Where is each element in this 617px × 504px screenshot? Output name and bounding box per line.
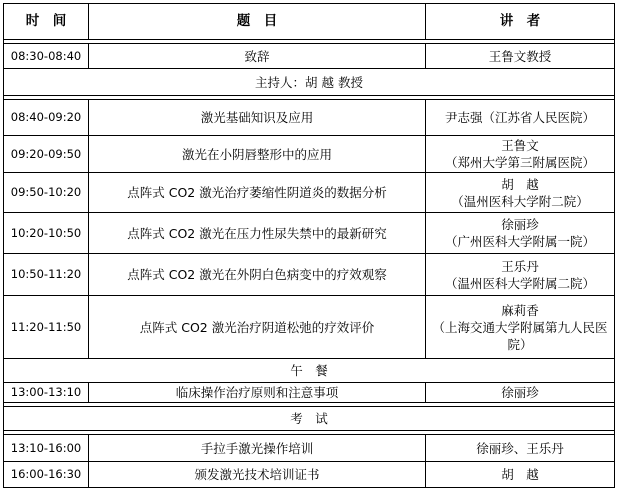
session-topic: 颁发激光技术培训证书 — [89, 462, 426, 488]
session-time: 09:20-09:50 — [4, 136, 89, 173]
header-row — [4, 4, 615, 40]
table-row — [4, 435, 615, 462]
header-time: 时 间 — [4, 4, 89, 40]
chair-banner: 主持人：胡 越 教授 — [4, 69, 615, 96]
speaker-affiliation: （温州医科大学附二院） — [451, 193, 589, 209]
session-topic: 致辞 — [89, 44, 426, 69]
table-row — [4, 296, 615, 359]
session-time: 08:30-08:40 — [4, 44, 89, 69]
session-topic: 点阵式 CO2 激光在压力性尿失禁中的最新研究 — [89, 213, 426, 254]
session-speaker — [426, 173, 615, 213]
session-speaker: 徐丽珍 — [426, 383, 615, 403]
speaker-name: 胡 越 — [501, 176, 539, 192]
chair-banner-row — [4, 69, 615, 96]
table-row — [4, 136, 615, 173]
session-time: 08:40-09:20 — [4, 100, 89, 136]
session-topic: 激光基础知识及应用 — [89, 100, 426, 136]
header-speaker: 讲 者 — [426, 4, 615, 40]
session-time: 10:50-11:20 — [4, 254, 89, 296]
speaker-name: 王乐丹 — [501, 258, 539, 274]
table-row — [4, 462, 615, 488]
speaker-name: 王鲁文 — [501, 138, 539, 153]
session-topic: 激光在小阴唇整形中的应用 — [89, 136, 426, 173]
session-time: 09:50-10:20 — [4, 173, 89, 213]
session-speaker — [426, 136, 615, 173]
session-speaker: 徐丽珍、王乐丹 — [426, 435, 615, 462]
session-speaker: 王鲁文教授 — [426, 44, 615, 69]
lunch-banner-row — [4, 359, 615, 383]
speaker-name: 麻莉香 — [501, 302, 539, 318]
session-speaker: 尹志强（江苏省人民医院） — [426, 100, 615, 136]
speaker-affiliation: （广州医科大学附属一院） — [444, 234, 595, 249]
session-time: 10:20-10:50 — [4, 213, 89, 254]
session-speaker: 胡 越 — [426, 462, 615, 488]
session-speaker — [426, 213, 615, 254]
table-row — [4, 173, 615, 213]
speaker-name: 徐丽珍 — [501, 217, 539, 232]
table-row — [4, 213, 615, 254]
speaker-affiliation: （郑州大学第三附属医院） — [444, 155, 595, 170]
speaker-affiliation: （上海交通大学附属第九人民医院） — [432, 319, 608, 352]
session-topic: 临床操作治疗原则和注意事项 — [89, 383, 426, 403]
session-time: 13:10-16:00 — [4, 435, 89, 462]
speaker-affiliation: （温州医科大学附属二院） — [444, 275, 595, 291]
exam-banner-row — [4, 407, 615, 431]
lunch-banner: 午 餐 — [4, 359, 615, 383]
session-time: 11:20-11:50 — [4, 296, 89, 359]
session-speaker — [426, 254, 615, 296]
session-topic: 点阵式 CO2 激光治疗萎缩性阴道炎的数据分析 — [89, 173, 426, 213]
header-topic: 题 目 — [89, 4, 426, 40]
session-topic: 手拉手激光操作培训 — [89, 435, 426, 462]
session-time: 16:00-16:30 — [4, 462, 89, 488]
schedule-table — [3, 3, 615, 488]
exam-banner: 考 试 — [4, 407, 615, 431]
session-speaker — [426, 296, 615, 359]
session-topic: 点阵式 CO2 激光在外阴白色病变中的疗效观察 — [89, 254, 426, 296]
table-row — [4, 254, 615, 296]
table-row — [4, 44, 615, 69]
session-topic: 点阵式 CO2 激光治疗阴道松弛的疗效评价 — [89, 296, 426, 359]
table-row — [4, 383, 615, 403]
session-time: 13:00-13:10 — [4, 383, 89, 403]
table-row — [4, 100, 615, 136]
